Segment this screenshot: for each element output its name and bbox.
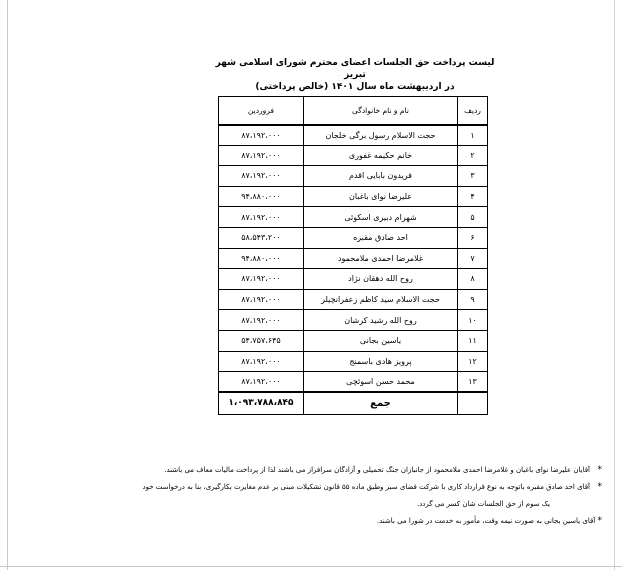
- footnote-text: آقای یاسین بجانی به صورت نیمه وقت، مأمور به خدمت در شورا می باشند.: [376, 517, 596, 525]
- member-name: یاسین بجانی: [303, 330, 457, 351]
- member-name: حجت الاسلام رسول برگی خلجان: [303, 125, 457, 146]
- payment-amount: ۸۷،۱۹۲،۰۰۰: [219, 207, 304, 228]
- payment-amount: ۸۷،۱۹۲،۰۰۰: [219, 125, 304, 146]
- payment-table: [218, 96, 488, 415]
- row-number: ۲: [458, 145, 488, 166]
- table-row: [219, 145, 488, 166]
- table-row: [219, 248, 488, 269]
- total-amount: ۱،۰۹۳،۷۸۸،۸۴۵: [219, 392, 304, 414]
- table-row: [219, 207, 488, 228]
- footnote-3: [20, 513, 602, 530]
- payment-amount: ۸۷،۱۹۲،۰۰۰: [219, 269, 304, 290]
- row-number: ۵: [458, 207, 488, 228]
- row-number: ۱۱: [458, 330, 488, 351]
- row-number: ۱۰: [458, 310, 488, 331]
- payment-amount: ۹۴،۸۸۰،۰۰۰: [219, 248, 304, 269]
- total-label: جمع: [303, 392, 457, 414]
- bullet-star-icon: *: [597, 465, 602, 475]
- row-number: ۱: [458, 125, 488, 146]
- member-name: فریدون بابایی اقدم: [303, 166, 457, 187]
- table-row: [219, 372, 488, 393]
- member-name: علیرضا نوای باغبان: [303, 186, 457, 207]
- footnote-text: یک سوم از حق الجلسات شان کسر می گردد.: [416, 500, 550, 508]
- row-number: ۷: [458, 248, 488, 269]
- row-number: ۶: [458, 227, 488, 248]
- page-border-right: [614, 0, 615, 570]
- footnotes: [20, 462, 602, 530]
- member-name: غلامرضا احمدی ملامحمود: [303, 248, 457, 269]
- footnote-2-continued: [20, 496, 602, 513]
- total-empty-cell: [458, 392, 488, 414]
- row-number: ۸: [458, 269, 488, 290]
- member-name: روح الله دهقان نژاد: [303, 269, 457, 290]
- table-header-row: [219, 97, 488, 125]
- table-row: [219, 166, 488, 187]
- table-row: [219, 269, 488, 290]
- row-number: ۳: [458, 166, 488, 187]
- header-row-number: ردیف: [458, 97, 488, 125]
- page-border-left: [7, 0, 8, 570]
- payment-amount: ۵۸،۵۴۳،۲۰۰: [219, 227, 304, 248]
- table-row: [219, 125, 488, 146]
- table-row: [219, 310, 488, 331]
- table-row: [219, 227, 488, 248]
- table-row: [219, 186, 488, 207]
- footnote-1: [20, 462, 602, 479]
- bullet-star-icon: *: [597, 482, 602, 492]
- title-line-1: لیست پرداخت حق الجلسات اعضای محترم شورای اسلامی شهر تبریز: [215, 58, 495, 80]
- table-row: [219, 330, 488, 351]
- member-name: خانم حکیمه غفوری: [303, 145, 457, 166]
- page-border-bottom: [0, 566, 622, 567]
- row-number: ۱۲: [458, 351, 488, 372]
- payment-amount: ۸۷،۱۹۲،۰۰۰: [219, 372, 304, 393]
- row-number: ۹: [458, 289, 488, 310]
- footnote-text: آقایان علیرضا نوای باغبان و غلامرضا احمدی ملامحمود از جانبازان جنگ تحمیلی و آزادگان سرافراز می باشند لذا از پرداخت مالیات معاف می باشند.: [164, 466, 590, 474]
- payment-amount: ۹۴،۸۸۰،۰۰۰: [219, 186, 304, 207]
- header-amount: فروردین: [219, 97, 304, 125]
- member-name: محمد حسن اسوئچی: [303, 372, 457, 393]
- payment-amount: ۸۷،۱۹۲،۰۰۰: [219, 310, 304, 331]
- bullet-star-icon: *: [597, 516, 602, 526]
- document-title: [210, 57, 500, 93]
- footnote-text: آقای احد صادق مقبره باتوجه به نوع قرارداد کاری با شرکت فضای سبز وطبق ماده ۵۵ قانون تشکیلات مبنی بر عدم مغایرت بکارگیری، بنا به درخواست خود: [142, 483, 590, 491]
- member-name: حجت الاسلام سید کاظم زعفرانچیلر: [303, 289, 457, 310]
- member-name: روح الله رشید کرشان: [303, 310, 457, 331]
- payment-amount: ۸۷،۱۹۲،۰۰۰: [219, 289, 304, 310]
- member-name: شهرام دبیری اسکوئی: [303, 207, 457, 228]
- row-number: ۴: [458, 186, 488, 207]
- payment-amount: ۵۴،۷۵۷،۶۴۵: [219, 330, 304, 351]
- payment-amount: ۸۷،۱۹۲،۰۰۰: [219, 166, 304, 187]
- member-name: پرویز هادی باسمنج: [303, 351, 457, 372]
- title-line-2: در اردیبهشت ماه سال ۱۴۰۱ (خالص پرداختی): [255, 82, 455, 92]
- table-row: [219, 351, 488, 372]
- member-name: احد صادق مقبره: [303, 227, 457, 248]
- row-number: ۱۳: [458, 372, 488, 393]
- table-total-row: [219, 392, 488, 414]
- payment-amount: ۸۷،۱۹۲،۰۰۰: [219, 145, 304, 166]
- footnote-2: [20, 479, 602, 496]
- table-row: [219, 289, 488, 310]
- payment-amount: ۸۷،۱۹۲،۰۰۰: [219, 351, 304, 372]
- header-full-name: نام و نام خانوادگی: [303, 97, 457, 125]
